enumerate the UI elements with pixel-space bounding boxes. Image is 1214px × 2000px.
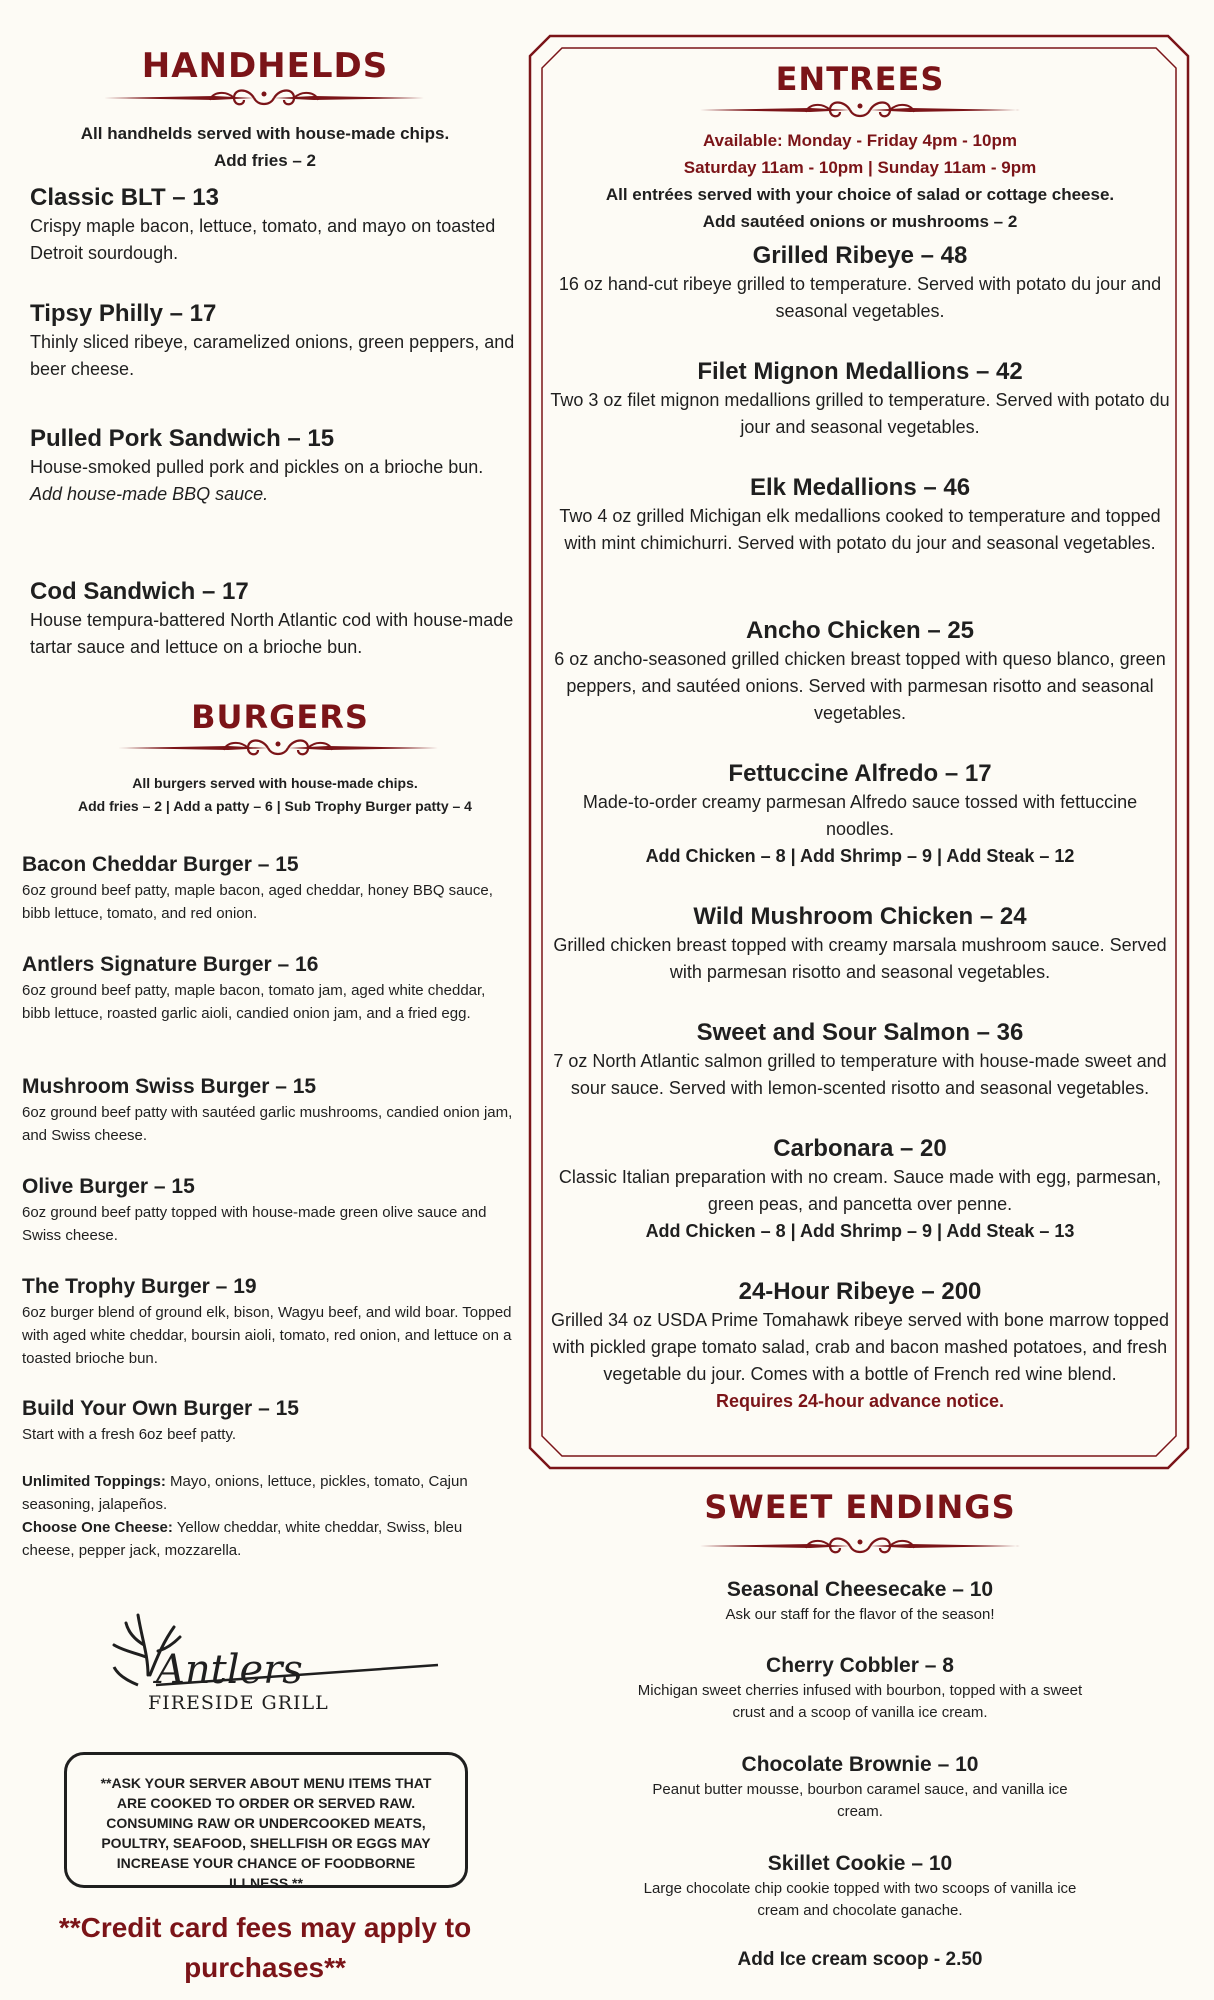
item-name: Tipsy Philly – 17 bbox=[30, 300, 217, 327]
entrees-header-notes bbox=[550, 127, 1170, 235]
handheld-item bbox=[30, 424, 520, 508]
entree-item bbox=[550, 241, 1170, 325]
entrees-title: ENTREES bbox=[775, 60, 945, 98]
entree-item bbox=[550, 759, 1170, 869]
item-desc: Start with a fresh 6oz beef patty. bbox=[22, 1426, 236, 1443]
item-name: Build Your Own Burger – 15 bbox=[22, 1397, 299, 1420]
item-desc: Two 3 oz filet mignon medallions grilled to temperature. Served with potato du jour and seasonal vegetables. bbox=[550, 390, 1170, 437]
item-desc: Two 4 oz grilled Michigan elk medallions cooked to temperature and topped with mint chimichurri. Served with potato du jour and seasonal vegetables. bbox=[559, 506, 1161, 553]
burgers-note-2: Add fries – 2 | Add a patty – 6 | Sub Trophy Burger patty – 4 bbox=[78, 798, 472, 814]
item-desc: Ask our staff for the flavor of the season! bbox=[725, 1606, 995, 1623]
entree-item bbox=[550, 1277, 1170, 1414]
logo-sub: FIRESIDE GRILL bbox=[148, 1692, 329, 1714]
burger-item bbox=[22, 851, 517, 925]
dessert-item bbox=[630, 1751, 1090, 1823]
item-desc: 7 oz North Atlantic salmon grilled to temperature with house-made sweet and sour sauce. Served with lemon-scented risotto and seasonal vegetables. bbox=[553, 1051, 1167, 1098]
item-addons: Add Chicken – 8 | Add Shrimp – 9 | Add Steak – 13 bbox=[645, 1221, 1075, 1241]
dessert-item bbox=[630, 1652, 1090, 1724]
handheld-item bbox=[30, 299, 520, 383]
item-name: Antlers Signature Burger – 16 bbox=[22, 953, 319, 976]
item-desc: 6oz ground beef patty with sautéed garlic mushrooms, candied onion jam, and Swiss cheese. bbox=[22, 1104, 513, 1144]
dessert-addon bbox=[630, 1946, 1090, 1974]
item-name: The Trophy Burger – 19 bbox=[22, 1275, 257, 1298]
item-name: Skillet Cookie – 10 bbox=[767, 1852, 953, 1875]
entree-item bbox=[550, 357, 1170, 441]
item-name: Wild Mushroom Chicken – 24 bbox=[693, 903, 1027, 930]
burgers-note-1: All burgers served with house-made chips. bbox=[132, 775, 418, 791]
item-desc: 6oz ground beef patty, maple bacon, tomato jam, aged white cheddar, bibb lettuce, roasted garlic aioli, candied onion jam, and a fried egg. bbox=[22, 982, 486, 1022]
handheld-item bbox=[30, 577, 520, 661]
item-name: Sweet and Sour Salmon – 36 bbox=[696, 1019, 1024, 1046]
item-desc: Thinly sliced ribeye, caramelized onions, green peppers, and beer cheese. bbox=[30, 332, 515, 379]
item-desc: Classic Italian preparation with no cream. Sauce made with egg, parmesan, green peas, and pancetta over penne. bbox=[558, 1167, 1162, 1214]
toppings-text: Mayo, onions, lettuce, pickles, tomato, Cajun seasoning, jalapeños. bbox=[22, 1473, 468, 1513]
item-extra: Add house-made BBQ sauce. bbox=[30, 484, 269, 504]
burgers-flourish bbox=[118, 738, 438, 760]
dessert-item bbox=[630, 1576, 1090, 1626]
advance-notice: Requires 24-hour advance notice. bbox=[715, 1391, 1005, 1411]
entrees-availability-weekday: Available: Monday - Friday 4pm - 10pm bbox=[703, 131, 1017, 150]
item-desc: House tempura-battered North Atlantic cod with house-made tartar sauce and lettuce on a brioche bun. bbox=[30, 610, 514, 657]
item-desc: Grilled chicken breast topped with creamy marsala mushroom sauce. Served with parmesan risotto and seasonal vegetables. bbox=[553, 935, 1167, 982]
item-desc: Made-to-order creamy parmesan Alfredo sauce tossed with fettuccine noodles. bbox=[582, 792, 1138, 839]
item-desc: Peanut butter mousse, bourbon caramel sauce, and vanilla ice cream. bbox=[652, 1781, 1068, 1820]
item-desc: 6 oz ancho-seasoned grilled chicken breast topped with queso blanco, green peppers, and sautéed onions. Served with parmesan risotto and seasonal vegetables. bbox=[554, 649, 1166, 723]
item-name: Cherry Cobbler – 8 bbox=[766, 1654, 954, 1677]
ice-cream-addon: Add Ice cream scoop - 2.50 bbox=[737, 1949, 983, 1970]
toppings-label: Unlimited Toppings: bbox=[22, 1473, 166, 1490]
sweet-endings-flourish bbox=[700, 1536, 1020, 1558]
item-desc: 6oz burger blend of ground elk, bison, Wagyu beef, and wild boar. Topped with aged white cheddar, boursin aioli, tomato, red onion, and lettuce on a toasted brioche bun. bbox=[22, 1304, 512, 1367]
entrees-availability-weekend: Saturday 11am - 10pm | Sunday 11am - 9pm bbox=[683, 158, 1037, 177]
item-desc: Large chocolate chip cookie topped with two scoops of vanilla ice cream and chocolate ganache. bbox=[643, 1880, 1077, 1919]
entrees-flourish bbox=[700, 100, 1020, 122]
item-name: Ancho Chicken – 25 bbox=[745, 617, 975, 644]
entree-item bbox=[550, 902, 1170, 986]
raw-food-warning: **ASK YOUR SERVER ABOUT MENU ITEMS THAT ARE COOKED TO ORDER OR SERVED RAW. CONSUMING RAW OR UNDERCOOKED MEATS, POULTRY, SEAFOOD, SHELLFISH OR EGGS MAY INCREASE YOUR CHANCE OF FOODBORNE ILLNESS.** bbox=[64, 1752, 468, 1888]
item-name: Chocolate Brownie – 10 bbox=[741, 1753, 979, 1776]
item-addons: Add Chicken – 8 | Add Shrimp – 9 | Add Steak – 12 bbox=[645, 846, 1075, 866]
item-desc: Michigan sweet cherries infused with bourbon, topped with a sweet crust and a scoop of vanilla ice cream. bbox=[637, 1682, 1083, 1721]
item-name: Mushroom Swiss Burger – 15 bbox=[22, 1075, 317, 1098]
entree-item bbox=[550, 473, 1170, 557]
antler-logo-graphic bbox=[108, 1605, 448, 1715]
item-name: Classic BLT – 13 bbox=[30, 184, 219, 211]
item-desc: 6oz ground beef patty, maple bacon, aged cheddar, honey BBQ sauce, bibb lettuce, tomato, and red onion. bbox=[22, 882, 493, 922]
burger-item bbox=[22, 951, 517, 1025]
sweet-endings-title: SWEET ENDINGS bbox=[704, 1488, 1016, 1526]
entrees-note-addon: Add sautéed onions or mushrooms – 2 bbox=[702, 212, 1018, 231]
handhelds-title: HANDHELDS bbox=[141, 46, 389, 86]
item-name: Fettuccine Alfredo – 17 bbox=[728, 760, 992, 787]
item-desc: House-smoked pulled pork and pickles on a brioche bun. bbox=[30, 457, 484, 477]
item-desc: 16 oz hand-cut ribeye grilled to temperature. Served with potato du jour and seasonal vegetables. bbox=[558, 274, 1162, 321]
entrees-note-sides: All entrées served with your choice of salad or cottage cheese. bbox=[605, 185, 1115, 204]
credit-card-note: **Credit card fees may apply to purchases** bbox=[58, 1912, 472, 1983]
burger-item bbox=[22, 1395, 517, 1446]
handheld-item bbox=[30, 183, 520, 267]
burger-item bbox=[22, 1173, 517, 1247]
logo-script: Antlers bbox=[156, 1647, 303, 1693]
entree-item bbox=[550, 1018, 1170, 1102]
burger-item bbox=[22, 1073, 517, 1147]
handhelds-flourish bbox=[104, 88, 424, 110]
dessert-item bbox=[630, 1850, 1090, 1922]
item-name: Seasonal Cheesecake – 10 bbox=[726, 1578, 994, 1601]
item-name: Cod Sandwich – 17 bbox=[30, 578, 249, 605]
entree-item bbox=[550, 1134, 1170, 1244]
item-desc: Grilled 34 oz USDA Prime Tomahawk ribeye served with bone marrow topped with pickled grape tomato salad, crab and bacon mashed potatoes, and fresh vegetable du jour. Comes with a bottle of French red wine blend. bbox=[551, 1310, 1169, 1384]
item-desc: Crispy maple bacon, lettuce, tomato, and mayo on toasted Detroit sourdough. bbox=[30, 216, 496, 263]
item-name: Elk Medallions – 46 bbox=[749, 474, 971, 501]
item-name: Olive Burger – 15 bbox=[22, 1175, 195, 1198]
item-name: Grilled Ribeye – 48 bbox=[752, 242, 968, 269]
antlers-logo bbox=[108, 1605, 448, 1720]
burger-options bbox=[22, 1470, 517, 1562]
item-desc: 6oz ground beef patty topped with house-made green olive sauce and Swiss cheese. bbox=[22, 1204, 487, 1244]
burger-item bbox=[22, 1273, 517, 1370]
handhelds-note-1: All handhelds served with house-made chips. bbox=[80, 124, 450, 143]
item-name: Filet Mignon Medallions – 42 bbox=[697, 358, 1023, 385]
cheese-label: Choose One Cheese: bbox=[22, 1519, 173, 1536]
item-name: 24-Hour Ribeye – 200 bbox=[738, 1278, 982, 1305]
item-name: Bacon Cheddar Burger – 15 bbox=[22, 853, 299, 876]
entree-item bbox=[550, 616, 1170, 727]
cheese-text: Yellow cheddar, white cheddar, Swiss, bleu cheese, pepper jack, mozzarella. bbox=[22, 1519, 463, 1559]
burgers-title: BURGERS bbox=[191, 698, 369, 736]
item-name: Pulled Pork Sandwich – 15 bbox=[30, 425, 335, 452]
item-name: Carbonara – 20 bbox=[773, 1135, 947, 1162]
handhelds-note-2: Add fries – 2 bbox=[213, 151, 317, 170]
